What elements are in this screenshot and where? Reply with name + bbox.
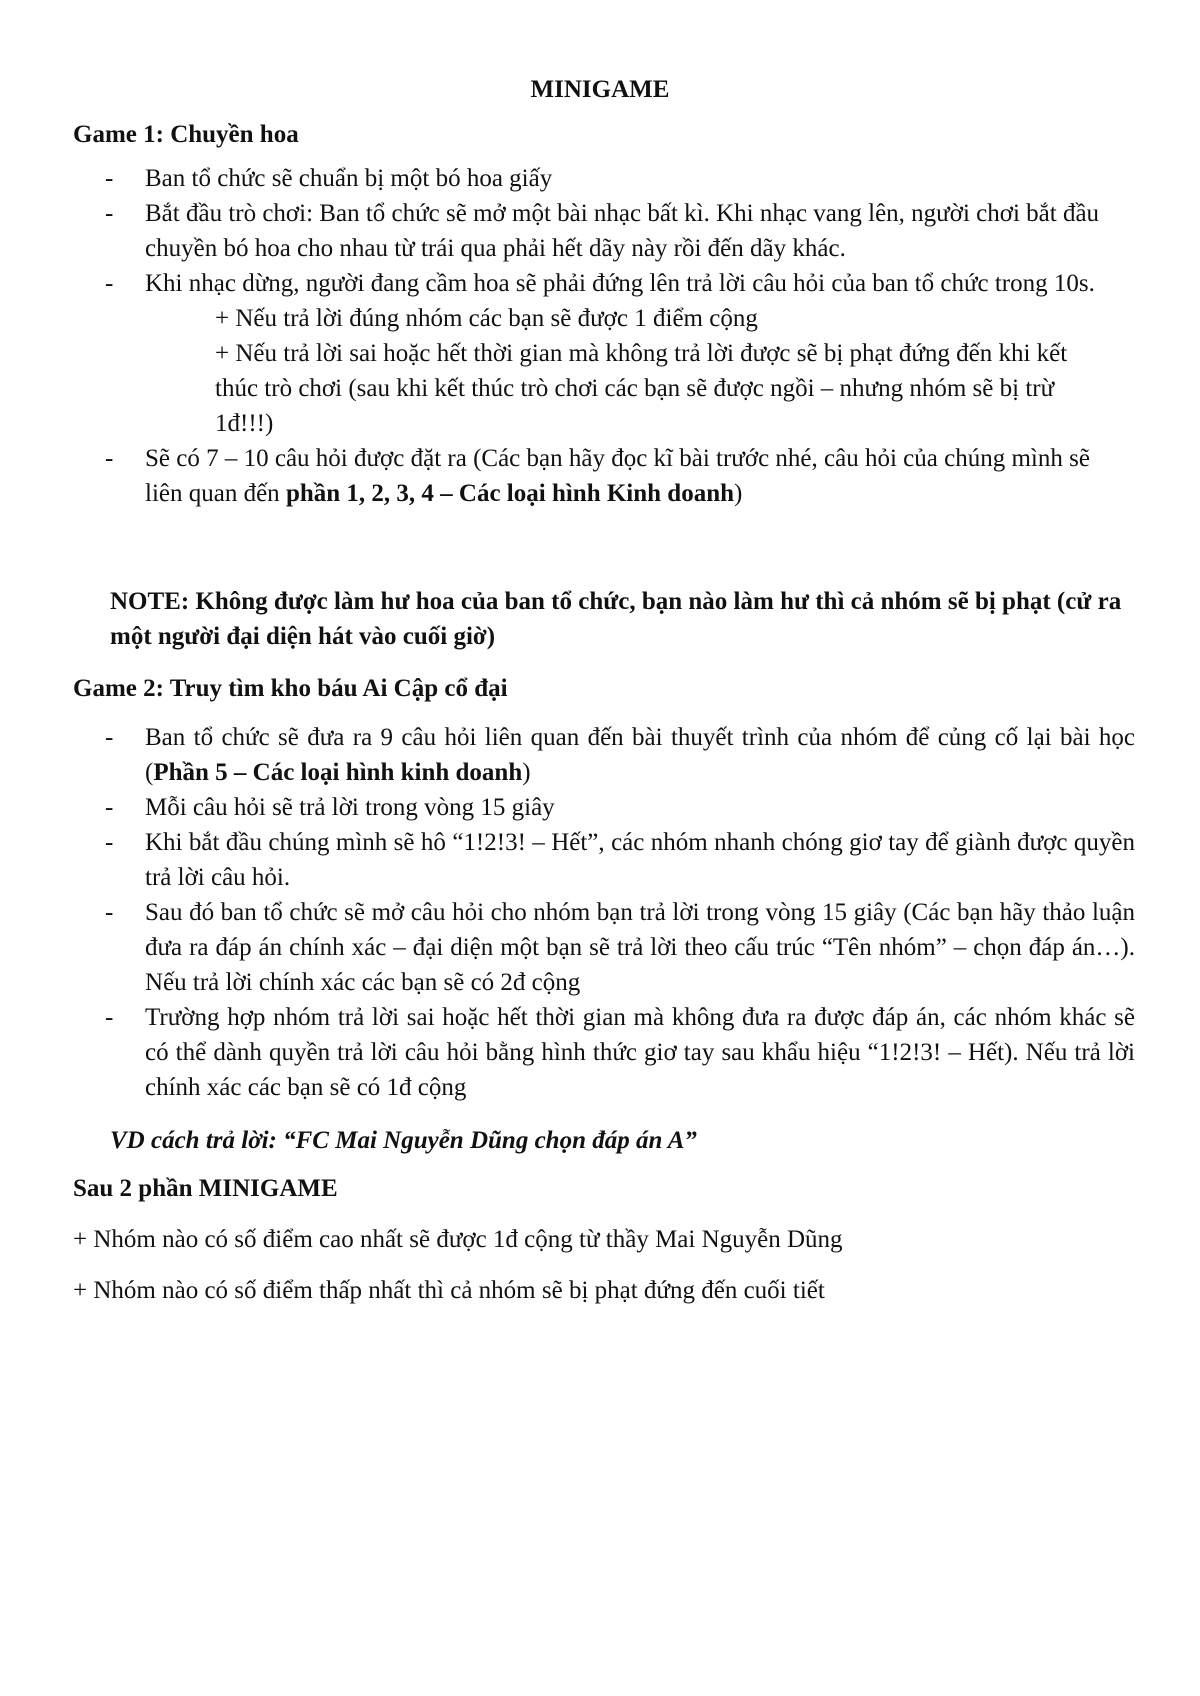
dash-bullet: - (105, 829, 114, 856)
summary-line2: + Nhóm nào có số điểm thấp nhất thì cả nhóm sẽ bị phạt đứng đến cuối tiết (73, 1277, 825, 1304)
list-item (105, 895, 1135, 1000)
game2-item4: Sau đó ban tổ chức sẽ mở câu hỏi cho nhóm bạn trả lời trong vòng 15 giây (Các bạn hãy thảo luận đưa ra đáp án chính xác – đại diện một bạn sẽ trả lời theo cấu trúc “Tên nhóm” – chọn đáp án…). Nếu trả lời chính xác các bạn sẽ có 2đ cộng (145, 899, 1135, 996)
summary-line1: + Nhóm nào có số điểm cao nhất sẽ được 1đ cộng từ thầy Mai Nguyễn Dũng (73, 1226, 843, 1253)
game1-item3-sub2: + Nếu trả lời sai hoặc hết thời gian mà không trả lời được sẽ bị phạt đứng đến khi kết thúc trò chơi (sau khi kết thúc trò chơi các bạn sẽ được ngồi – nhưng nhóm sẽ bị trừ 1đ!!!) (215, 340, 1068, 437)
game2-item1-text: Ban tổ chức sẽ đưa ra 9 câu hỏi liên quan đến bài thuyết trình của nhóm để củng cố lại bài học ( (145, 724, 1135, 786)
list-item (105, 825, 1135, 895)
list-item (105, 790, 1135, 825)
game1-item4-bold: phần 1, 2, 3, 4 – Các loại hình Kinh doanh (285, 480, 735, 507)
game2-item2: Mỗi câu hỏi sẽ trả lời trong vòng 15 giây (145, 794, 555, 821)
game1-item3: Khi nhạc dừng, người đang cầm hoa sẽ phải đứng lên trả lời câu hỏi của ban tổ chức trong 10s. (145, 270, 1095, 297)
game1-note: NOTE: Không được làm hư hoa của ban tổ chức, bạn nào làm hư thì cả nhóm sẽ bị phạt (cử ra một người đại diện hát vào cuối giờ) (110, 588, 1122, 650)
game2-item1-end: ) (522, 759, 531, 786)
list-item (105, 161, 1105, 196)
list-item (105, 720, 1135, 790)
game2-item3: Khi bắt đầu chúng mình sẽ hô “1!2!3! – Hết”, các nhóm nhanh chóng giơ tay để giành được quyền trả lời câu hỏi. (145, 829, 1135, 891)
game2-list (105, 720, 1135, 1105)
list-item (105, 266, 1105, 441)
summary-heading: Sau 2 phần MINIGAME (73, 1175, 338, 1202)
dash-bullet: - (105, 165, 114, 192)
game1-heading: Game 1: Chuyền hoa (73, 121, 299, 148)
list-item (105, 1000, 1135, 1105)
game2-item1-bold: Phần 5 – Các loại hình kinh doanh (153, 759, 523, 786)
list-item (105, 196, 1105, 266)
game1-item1: Ban tổ chức sẽ chuẩn bị một bó hoa giấy (145, 165, 553, 192)
list-item (105, 441, 1105, 511)
dash-bullet: - (105, 1004, 114, 1031)
dash-bullet: - (105, 200, 114, 227)
game2-example: VD cách trả lời: “FC Mai Nguyễn Dũng chọn đáp án A” (110, 1127, 697, 1154)
dash-bullet: - (105, 724, 114, 751)
dash-bullet: - (105, 899, 114, 926)
dash-bullet: - (105, 270, 114, 297)
game1-item2: Bắt đầu trò chơi: Ban tổ chức sẽ mở một bài nhạc bất kì. Khi nhạc vang lên, người chơi bắt đầu chuyền bó hoa cho nhau từ trái qua phải hết dãy này rồi đến dãy khác. (145, 200, 1100, 262)
game1-item4-text: Sẽ có 7 – 10 câu hỏi được đặt ra (Các bạn hãy đọc kĩ bài trước nhé, câu hỏi của chúng mình sẽ liên quan đến (145, 445, 1090, 507)
game2-heading: Game 2: Truy tìm kho báu Ai Cập cổ đại (73, 675, 508, 702)
game1-item3-sub1: + Nếu trả lời đúng nhóm các bạn sẽ được 1 điểm cộng (215, 305, 758, 332)
game1-list (105, 161, 1105, 511)
game1-item4-end: ) (734, 480, 743, 507)
dash-bullet: - (105, 445, 114, 472)
game2-item5: Trường hợp nhóm trả lời sai hoặc hết thời gian mà không đưa ra được đáp án, các nhóm khác sẽ có thể dành quyền trả lời câu hỏi bằng hình thức giơ tay sau khẩu hiệu “1!2!3! – Hết). Nếu trả lời chính xác các bạn sẽ có 1đ cộng (145, 1004, 1135, 1101)
document-title: MINIGAME (530, 76, 670, 103)
dash-bullet: - (105, 794, 114, 821)
